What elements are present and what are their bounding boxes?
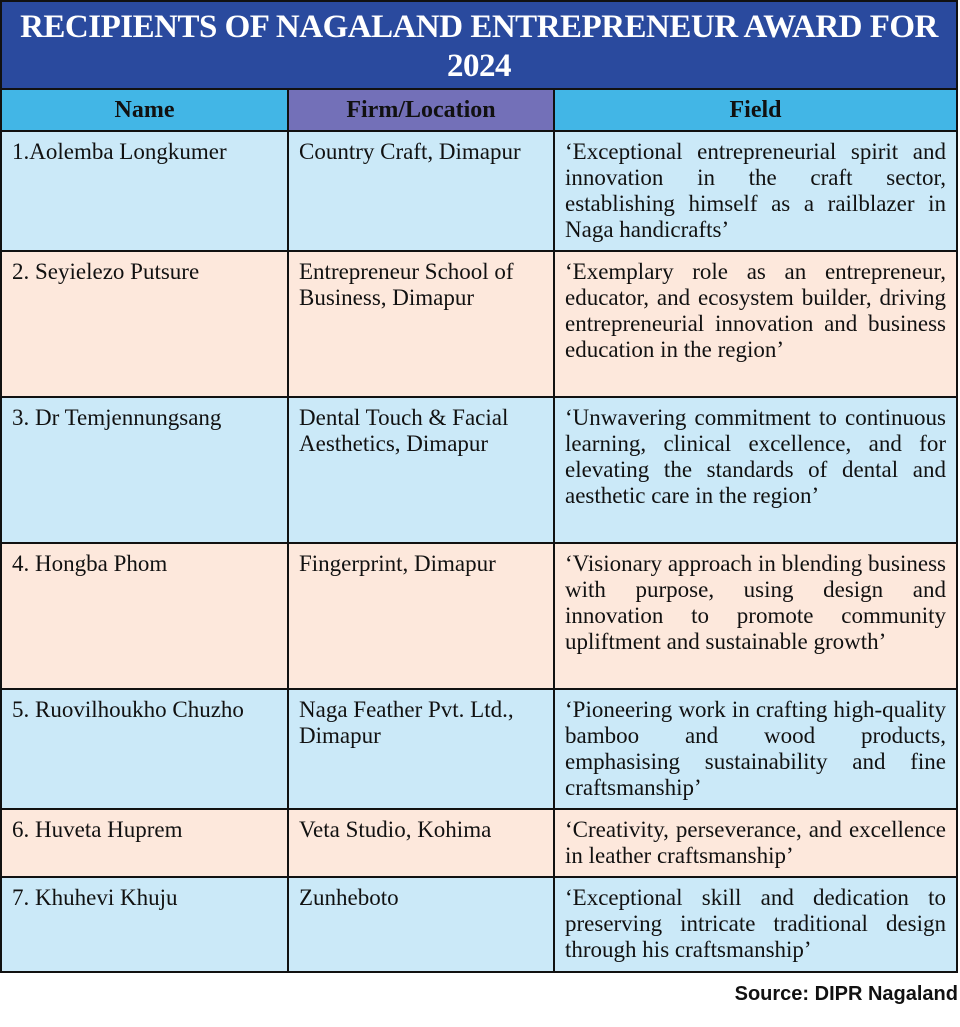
- recipient-firm: Dental Touch & Facial Aesthetics, Dimapur: [288, 397, 554, 543]
- table-row: [2, 877, 956, 971]
- recipient-firm: Fingerprint, Dimapur: [288, 543, 554, 689]
- table-header-row: [2, 90, 956, 131]
- recipient-name: 1.Aolemba Longkumer: [2, 131, 288, 251]
- recipient-field: ‘Pioneering work in crafting high-quality bamboo and wood products, emphasising sustainability and fine craftsmanship’: [554, 689, 956, 809]
- table-row: [2, 251, 956, 397]
- recipient-firm: Naga Feather Pvt. Ltd., Dimapur: [288, 689, 554, 809]
- recipient-field: ‘Visionary approach in blending business with purpose, using design and innovation to promote community upliftment and sustainable growth’: [554, 543, 956, 689]
- recipient-field: ‘Exemplary role as an entrepreneur, educator, and ecosystem builder, driving entrepreneurial innovation and business education in the region’: [554, 251, 956, 397]
- recipient-firm: Entrepreneur School of Business, Dimapur: [288, 251, 554, 397]
- column-header-name: Name: [2, 90, 288, 131]
- awards-table: [2, 90, 956, 971]
- recipient-name: 4. Hongba Phom: [2, 543, 288, 689]
- recipient-name: 7. Khuhevi Khuju: [2, 877, 288, 971]
- column-header-field: Field: [554, 90, 956, 131]
- recipient-field: ‘Unwavering commitment to continuous learning, clinical excellence, and for elevating the standards of dental and aesthetic care in the region’: [554, 397, 956, 543]
- table-row: [2, 809, 956, 877]
- table-row: [2, 543, 956, 689]
- recipient-field: ‘Exceptional entrepreneurial spirit and innovation in the craft sector, establishing himself as a railblazer in Naga handicrafts’: [554, 131, 956, 251]
- recipient-firm: Country Craft, Dimapur: [288, 131, 554, 251]
- table-row: [2, 131, 956, 251]
- table-row: [2, 689, 956, 809]
- recipient-name: 2. Seyielezo Putsure: [2, 251, 288, 397]
- column-header-firm: Firm/Location: [288, 90, 554, 131]
- recipient-name: 3. Dr Temjennungsang: [2, 397, 288, 543]
- page-title: RECIPIENTS OF NAGALAND ENTREPRENEUR AWARD FOR 2024: [2, 2, 956, 90]
- recipient-name: 6. Huveta Huprem: [2, 809, 288, 877]
- recipient-field: ‘Creativity, perseverance, and excellence in leather craftsmanship’: [554, 809, 956, 877]
- recipient-firm: Veta Studio, Kohima: [288, 809, 554, 877]
- table-row: [2, 397, 956, 543]
- recipient-name: 5. Ruovilhoukho Chuzho: [2, 689, 288, 809]
- recipient-firm: Zunheboto: [288, 877, 554, 971]
- source-credit: Source: DIPR Nagaland: [734, 983, 958, 1005]
- recipient-field: ‘Exceptional skill and dedication to preserving intricate traditional design through his craftsmanship’: [554, 877, 956, 971]
